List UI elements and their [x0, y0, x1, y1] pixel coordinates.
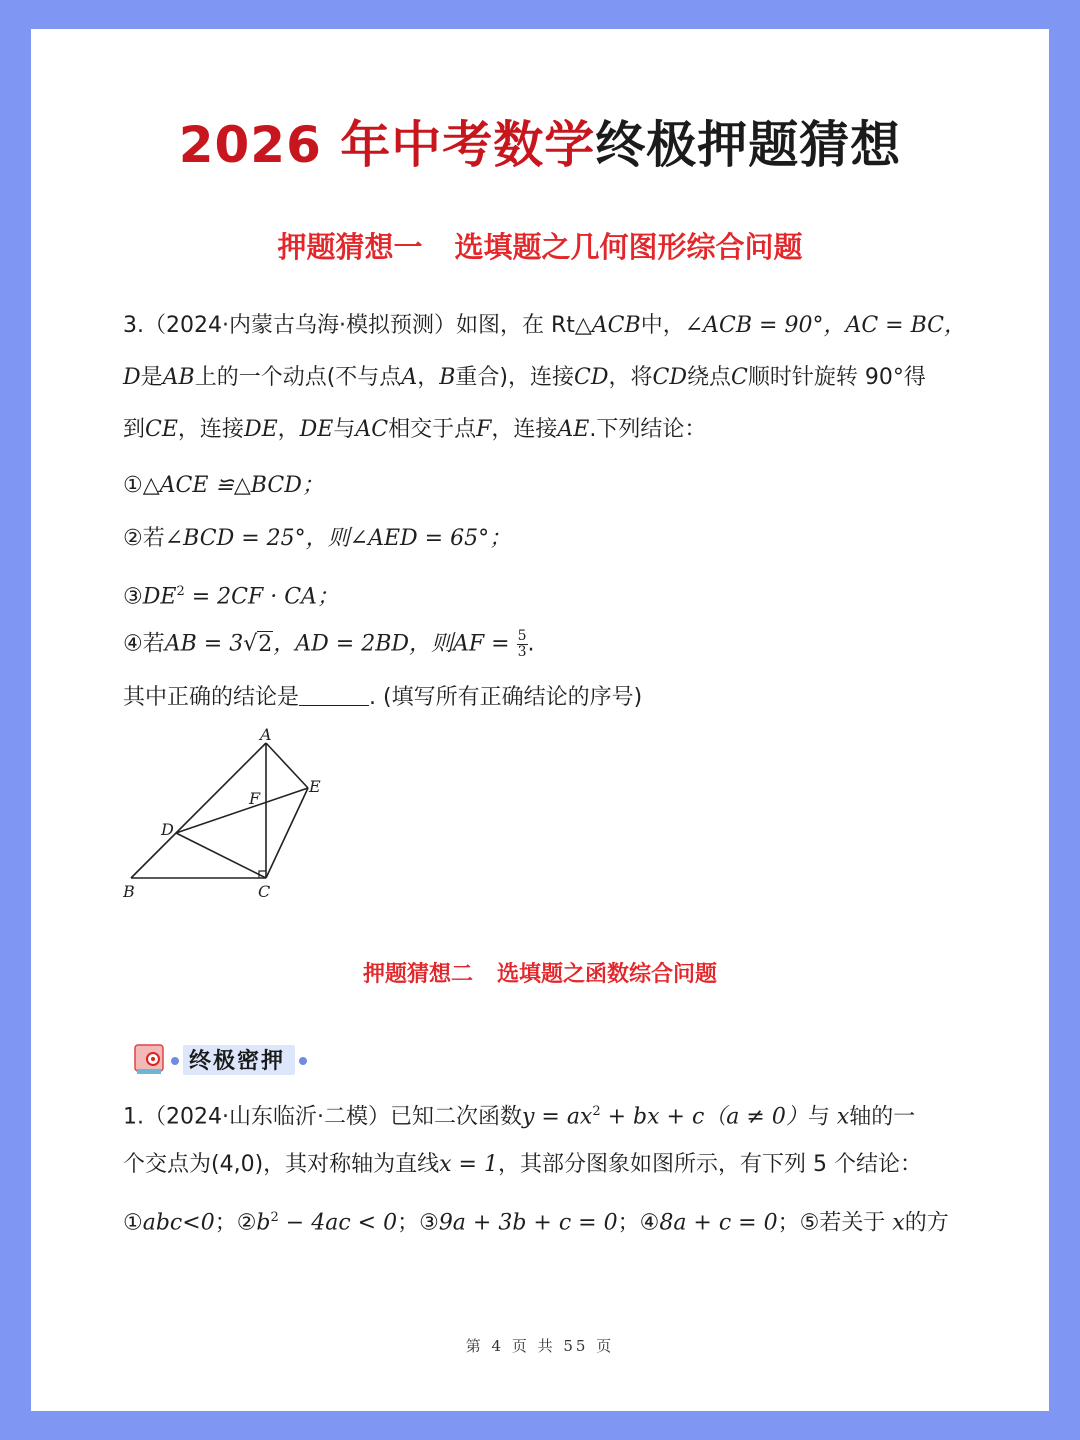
segment-de [176, 788, 308, 833]
segment-ab [131, 743, 266, 878]
segment-dc [176, 833, 266, 878]
page-footer: 第 4 页 共 55 页 [465, 1337, 615, 1355]
conclusion-3: $③DE^2 = 2CF$ · CA； [123, 584, 339, 610]
problem3-line3: 到CE，连接DE，DE与AC相交于点F，连接AE.下列结论： [123, 417, 707, 442]
problem3-line2: D是AB上的一个动点(不与点A，B重合)，连接CD，将CD绕点C顺时针旋转 90°得 [123, 365, 926, 390]
document-page [31, 29, 1049, 1411]
page-title [31, 105, 1049, 177]
problem1-line2: 个交点为(4,0)，其对称轴为直线x = 1，其部分图象如图所示，有下列 5 个结论： [123, 1152, 922, 1177]
label-a: A [260, 725, 272, 744]
section-heading-2 [31, 957, 1049, 988]
geometry-diagram [123, 724, 363, 904]
section-label: 押题猜想二 [362, 962, 473, 987]
problem1-line3: ①abc<0；$②b^2 - 4ac < 0$；③9a + 3b + c = 0；④8a + c = 0；⑤若关于 x的方 [123, 1210, 949, 1236]
conclusion-1: ①△ACE ≌△BCD； [123, 473, 324, 498]
segment-ae [266, 743, 308, 788]
answer-blank [299, 685, 369, 706]
question-prompt: 其中正确的结论是 . (填写所有正确结论的序号) [123, 685, 643, 710]
title-part-red: 2026 年中考数学 [178, 116, 596, 174]
segment-ec [266, 788, 308, 878]
section-heading-1 [31, 225, 1049, 266]
dot-icon [299, 1057, 307, 1065]
section-topic: 选填题之函数综合问题 [497, 962, 718, 987]
section-topic: 选填题之几何图形综合问题 [454, 230, 803, 264]
label-f: F [249, 789, 261, 808]
conclusion-2: ②若∠BCD = 25°，则∠AED = 65°； [123, 526, 512, 551]
label-e: E [309, 777, 321, 796]
dot-icon [171, 1057, 179, 1065]
label-c: C [258, 882, 271, 901]
badge-text: 终极密押 [189, 1048, 286, 1074]
section-label: 押题猜想一 [277, 230, 423, 264]
fraction: $\frac{5}{3}$ [517, 628, 527, 660]
problem3-line1: 3.（2024·内蒙古乌海·模拟预测）如图，在 Rt△ACB中，∠ACB = 90°，AC = BC， [123, 313, 966, 338]
title-part-dark: 终极押题猜想 [595, 116, 902, 174]
label-b: B [123, 882, 135, 901]
label-d: D [161, 820, 174, 839]
problem1-line1: 1.（2024·山东临沂·二模）已知二次函数$y = ax^2$ + bx + c（a ≠ 0）与 x轴的一 [123, 1104, 916, 1130]
conclusion-4: ④若AB = 3√2，AD = 2BD，则AF = $\frac{5}{3}$ . [123, 628, 535, 660]
